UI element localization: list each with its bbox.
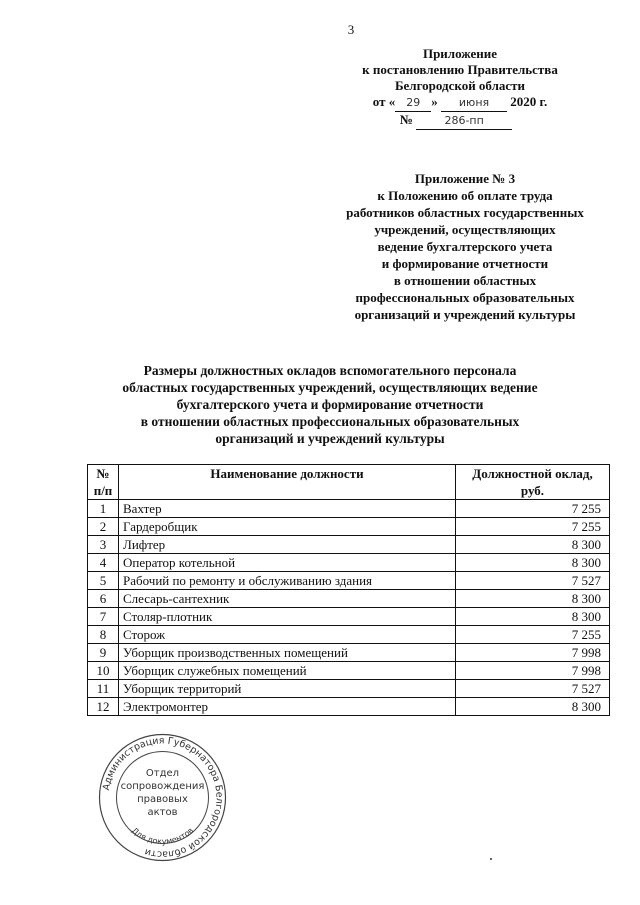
row-number: 11 [88, 680, 119, 698]
appendix-header-line1: Приложение [422, 46, 498, 61]
row-number: 6 [88, 590, 119, 608]
date-month: июня [441, 95, 507, 112]
table-row [88, 698, 610, 716]
stamp-center-line: сопровождения [120, 781, 205, 792]
appendix3-line: работников областных государственных [346, 205, 584, 220]
row-position-name: Оператор котельной [119, 554, 456, 572]
date-prefix: от « [372, 94, 396, 109]
title-line: областных государственных учреждений, осуществляющих ведение [122, 380, 538, 395]
row-position-name: Электромонтер [119, 698, 456, 716]
appendix3-line: Приложение № 3 [414, 171, 516, 186]
stamp-center-line: правовых [137, 794, 188, 805]
appendix3-line: и формирование отчетности [381, 256, 549, 271]
stamp-ring-text: Администрация Губернатора Белгородской области [100, 735, 225, 860]
row-number: 12 [88, 698, 119, 716]
header-salary-line2: руб. [520, 483, 545, 498]
row-number: 4 [88, 554, 119, 572]
stamp-bottom-text: Для документов [129, 825, 196, 847]
row-number: 3 [88, 536, 119, 554]
stamp-center-line: Отдел [145, 768, 180, 779]
row-salary: 7 527 [456, 680, 610, 698]
date-day: 29 [395, 95, 431, 112]
title-line: бухгалтерского учета и формирование отчетности [176, 397, 484, 412]
number-label: № [399, 112, 413, 127]
number-value: 286-пп [416, 113, 512, 130]
title-line: организаций и учреждений культуры [215, 431, 445, 446]
table-row [88, 626, 610, 644]
table-row [88, 536, 610, 554]
table-row [88, 590, 610, 608]
appendix-number-line [332, 112, 580, 130]
row-salary: 8 300 [456, 536, 610, 554]
appendix3-line: учреждений, осуществляющих [374, 222, 556, 237]
speck [490, 858, 492, 860]
row-position-name: Вахтер [119, 500, 456, 518]
row-position-name: Столяр-плотник [119, 608, 456, 626]
stamp-graphic [95, 730, 230, 865]
row-number: 2 [88, 518, 119, 536]
header-name: Наименование должности [119, 465, 456, 500]
row-number: 8 [88, 626, 119, 644]
row-position-name: Рабочий по ремонту и обслуживанию здания [119, 572, 456, 590]
row-position-name: Уборщик производственных помещений [119, 644, 456, 662]
header-num [88, 465, 119, 500]
table-header-row [88, 465, 610, 500]
office-stamp [95, 730, 230, 865]
header-salary [456, 465, 610, 500]
header-salary-line1: Должностной оклад, [472, 466, 593, 481]
row-number: 1 [88, 500, 119, 518]
row-position-name: Уборщик служебных помещений [119, 662, 456, 680]
row-salary: 7 998 [456, 644, 610, 662]
row-salary: 8 300 [456, 698, 610, 716]
table-row [88, 644, 610, 662]
row-salary: 8 300 [456, 608, 610, 626]
row-salary: 8 300 [456, 554, 610, 572]
row-salary: 7 255 [456, 500, 610, 518]
row-salary: 7 998 [456, 662, 610, 680]
date-year: 2020 г. [510, 94, 548, 109]
row-number: 5 [88, 572, 119, 590]
appendix-header-line3: Белгородской области [394, 78, 526, 93]
row-number: 10 [88, 662, 119, 680]
salary-table [87, 464, 610, 716]
row-salary: 7 255 [456, 626, 610, 644]
appendix3-line: организаций и учреждений культуры [354, 307, 576, 322]
table-row [88, 518, 610, 536]
document-title [80, 362, 580, 447]
table-row [88, 662, 610, 680]
appendix3-line: профессиональных образовательных [355, 290, 575, 305]
row-number: 9 [88, 644, 119, 662]
table-row [88, 554, 610, 572]
row-position-name: Лифтер [119, 536, 456, 554]
appendix-header [340, 46, 580, 130]
row-salary: 7 527 [456, 572, 610, 590]
table-row [88, 680, 610, 698]
row-position-name: Сторож [119, 626, 456, 644]
appendix3-line: к Положению об оплате труда [377, 188, 553, 203]
stamp-center-line: актов [147, 807, 178, 818]
appendix3-header [320, 170, 610, 323]
title-line: Размеры должностных окладов вспомогательного персонала [143, 363, 517, 378]
row-position-name: Слесарь-сантехник [119, 590, 456, 608]
row-salary: 7 255 [456, 518, 610, 536]
appendix-date-line [340, 94, 580, 112]
table-body [88, 500, 610, 716]
header-num-line1: № [96, 466, 110, 481]
appendix3-line: ведение бухгалтерского учета [377, 239, 553, 254]
page-number: 3 [347, 22, 355, 37]
appendix3-line: в отношении областных [393, 273, 537, 288]
row-number: 7 [88, 608, 119, 626]
header-num-line2: п/п [93, 483, 113, 498]
appendix-header-line2: к постановлению Правительства [362, 62, 558, 77]
table-row [88, 500, 610, 518]
row-position-name: Уборщик территорий [119, 680, 456, 698]
table-row [88, 572, 610, 590]
row-position-name: Гардеробщик [119, 518, 456, 536]
date-mid: » [431, 94, 438, 109]
table-row [88, 608, 610, 626]
row-salary: 8 300 [456, 590, 610, 608]
title-line: в отношении областных профессиональных образовательных [140, 414, 520, 429]
